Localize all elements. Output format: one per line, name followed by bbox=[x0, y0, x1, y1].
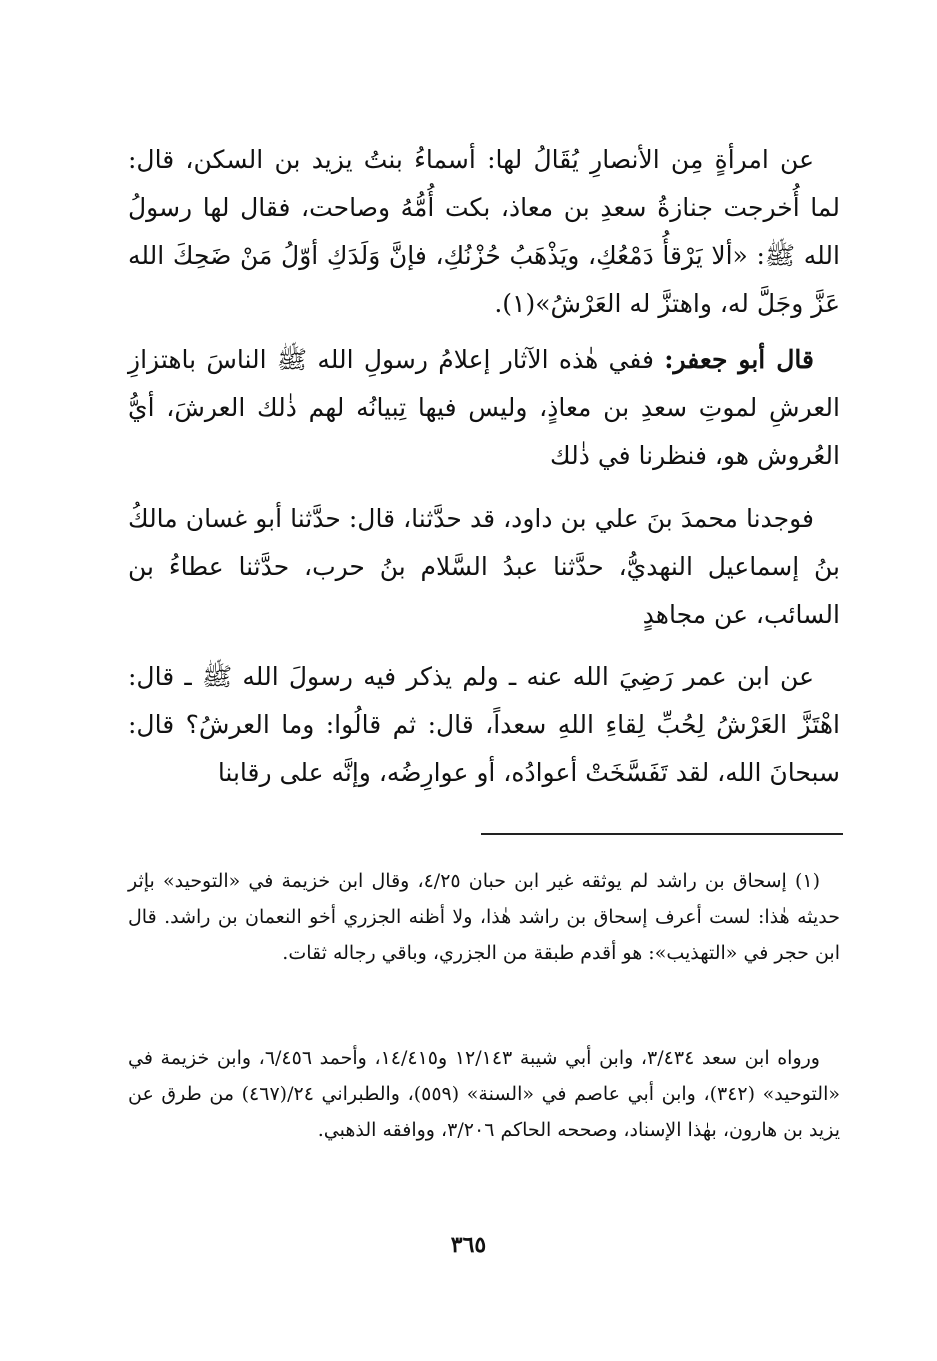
paragraph-text: عن ابن عمر رَضِيَ الله عنه ـ ولم يذكر فيه رسولَ الله ﷺ ـ قال: اهْتَزَّ العَرْشُ لِحُبِّ لِقاءِ اللهِ سعداً، قال: ثم قالُوا: وما العرشُ؟ قال: سبحانَ الله، لقد تَفَسَّخَتْ أعوادُه، أو عوارِضُه، وإنَّه على رقابنا bbox=[128, 662, 840, 787]
footnote-2 bbox=[128, 1040, 840, 1148]
paragraph-text: فوجدنا محمدَ بنَ علي بن داود، قد حدَّثنا، قال: حدَّثنا أبو غسان مالكُ بنُ إسماعيل النهديُّ، حدَّثنا عبدُ السَّلام بنُ حرب، حدَّثنا عطاءُ بن السائب، عن مجاهدٍ bbox=[128, 504, 840, 629]
footnote-text: ورواه ابن سعد ٣/٤٣٤، وابن أبي شيبة ١٢/١٤٣ و١٤/٤١٥، وأحمد ٦/٤٥٦، وابن خزيمة في «التوحيد» (٣٤٢)، وابن أبي عاصم في «السنة» (٥٥٩)، والطبراني ٢٤/(٤٦٧) من طرق عن يزيد بن هارون، بهٰذا الإسناد، وصححه الحاكم ٣/٢٠٦، ووافقه الذهبي. bbox=[128, 1047, 840, 1141]
footnote-separator bbox=[481, 833, 843, 835]
main-paragraph-1 bbox=[128, 136, 840, 328]
main-paragraph-2 bbox=[128, 336, 840, 480]
paragraph-lead: قال أبو جعفر: bbox=[664, 345, 814, 374]
footnote-1 bbox=[128, 863, 840, 971]
main-paragraph-3 bbox=[128, 495, 840, 639]
footnote-text: (١) إسحاق بن راشد لم يوثقه غير ابن حبان ٤/٢٥، وقال ابن خزيمة في «التوحيد» بإثر حديثه هٰذا: لست أعرف إسحاق بن راشد هٰذا، ولا أظنه الجزري أخو النعمان بن راشد. قال ابن حجر في «التهذيب»: هو أقدم طبقة من الجزري، وباقي رجاله ثقات. bbox=[128, 870, 841, 964]
paragraph-text: عن امرأةٍ مِن الأنصارِ يُقَالُ لها: أسماءُ بنتُ يزيد بن السكن، قال: لما أُخرجت جنازةُ سعدِ بن معاذ، بكت أُمُّهُ وصاحت، فقال لها رسولُ الله ﷺ: «ألا يَرْقأُ دَمْعُكِ، ويَذْهَبُ حُزْنُكِ، فإنَّ وَلَدَكِ أوّلُ مَنْ ضَحِكَ الله عَزَّ وجَلَّ له، واهتزَّ له العَرْشُ»(١). bbox=[128, 145, 840, 318]
paragraph-text: ففي هٰذه الآثار إعلامُ رسولِ الله ﷺ الناسَ باهتزازِ العرشِ لموتِ سعدِ بن معاذٍ، وليس فيها تِبيانُه لهم ذٰلك العرشَ، أيُّ العُروش هو، فنظرنا في ذٰلك bbox=[128, 345, 840, 470]
page-number: ٣٦٥ bbox=[450, 1232, 487, 1258]
main-paragraph-4 bbox=[128, 653, 840, 797]
